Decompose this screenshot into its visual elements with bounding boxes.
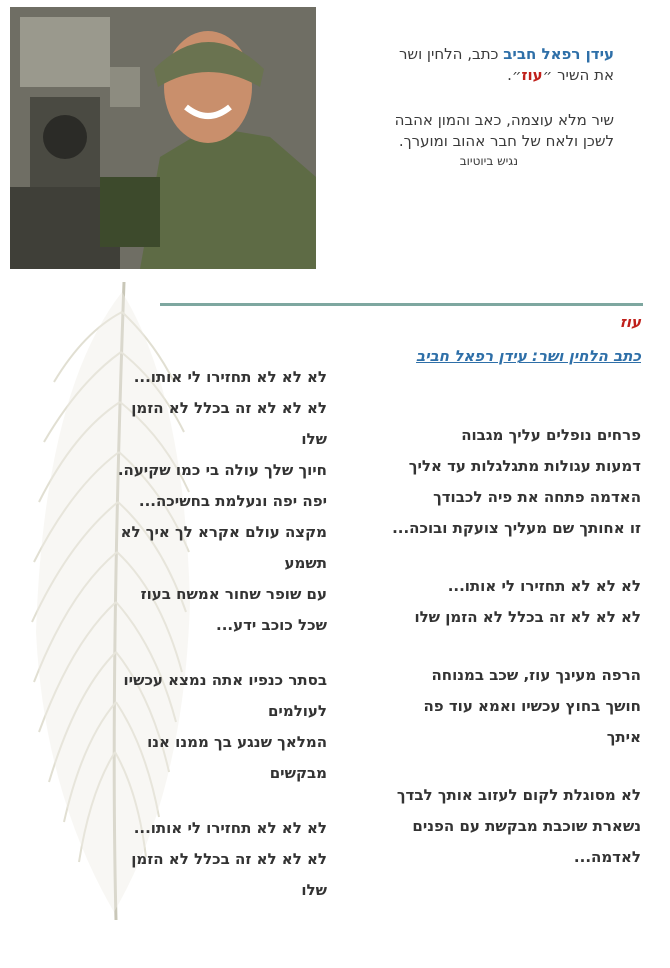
lyric-line: עם שופר שחור אמשח בעוז <box>140 585 327 603</box>
lyric-line: שכל כוכב ידע... <box>216 616 327 634</box>
lyric-line: לאדמה... <box>573 848 641 866</box>
chorus-and-verse <box>105 362 327 641</box>
soldier-photo <box>10 7 316 269</box>
lyric-line: יפה יפה ונעלמת בחשיכה... <box>138 492 327 510</box>
lyric-line: לא לא לא זה בכלל לא הזמן <box>131 850 327 868</box>
lyric-line: תשמע <box>284 554 327 572</box>
lyric-line: שלו <box>301 881 327 899</box>
lyric-line: לעולמים <box>267 702 327 720</box>
description-line2: לשכן ולאח של חבר אהוב ומוערך. <box>398 132 614 150</box>
lyrics-right-column <box>373 420 641 873</box>
description-line1: שיר מלא עוצמה, כאב והמון אהבה <box>394 111 614 129</box>
lyric-line: שלו <box>301 430 327 448</box>
song-name: עוז <box>521 66 543 84</box>
song-title: עוז <box>619 313 641 331</box>
soldier-illustration <box>10 7 316 269</box>
lyric-line: מקצה עולם אקרא לך איך לא <box>120 523 327 541</box>
chorus <box>373 571 641 633</box>
lyrics-left-column <box>105 362 327 906</box>
lyric-line: הרפה מעינך עוז, שכב במנוחה <box>431 666 641 684</box>
verse-3 <box>373 780 641 873</box>
song-byline: כתב הלחין ושר: עידן רפאל חביב <box>416 347 641 365</box>
lyric-line: המלאך שנגע בך ממנו אנו <box>147 733 327 751</box>
final-chorus <box>105 813 327 906</box>
lyric-line: איתך <box>606 728 641 746</box>
lyric-line: חושך בחוץ עכשיו ואמא עוד פה <box>423 697 641 715</box>
intro-line2-post: ״. <box>507 66 522 84</box>
author-credit: נגיש ביוטיוב <box>459 154 518 168</box>
intro-text <box>328 44 614 168</box>
intro-line2-pre: את השיר ״ <box>542 66 614 84</box>
lyric-line: לא לא לא תחזירו לי אותו... <box>447 577 641 595</box>
divider-line <box>160 303 643 306</box>
bridge <box>105 665 327 789</box>
lyric-line: לא לא לא תחזירו לי אותו... <box>133 819 327 837</box>
lyric-line: לא מסוגלת לקום לעזוב אותך לבדך <box>396 786 641 804</box>
lyric-line: לא לא לא זה בכלל לא הזמן <box>131 399 327 417</box>
verse-1 <box>373 420 641 544</box>
verse-2 <box>373 660 641 753</box>
lyric-line: בסתר כנפיו אתה נמצא עכשיו <box>123 671 327 689</box>
lyric-line: מבקשים <box>269 764 327 782</box>
lyric-line: פרחים נופלים עליך מגבוה <box>461 426 641 444</box>
singer-name: עידן רפאל חביב <box>503 45 614 63</box>
lyric-line: דמעות עגולות מתגלגלות עד אליך <box>408 457 641 475</box>
lyric-line: האדמה פתחה את פיה לכבודך <box>433 488 641 506</box>
lyric-line: לא לא לא תחזירו לי אותו... <box>133 368 327 386</box>
intro-line1: כתב, הלחין ושר <box>398 45 504 63</box>
lyric-line: זו אחותך שם מעליך צועקת ובוכה... <box>392 519 641 537</box>
lyric-line: לא לא לא זה בכלל לא הזמן שלו <box>414 608 641 626</box>
lyric-line: נשארת שוכבת מבקשת עם הפנים <box>412 817 641 835</box>
lyric-line: חיוך שלך עולה בי כמו שקיעה. <box>117 461 327 479</box>
